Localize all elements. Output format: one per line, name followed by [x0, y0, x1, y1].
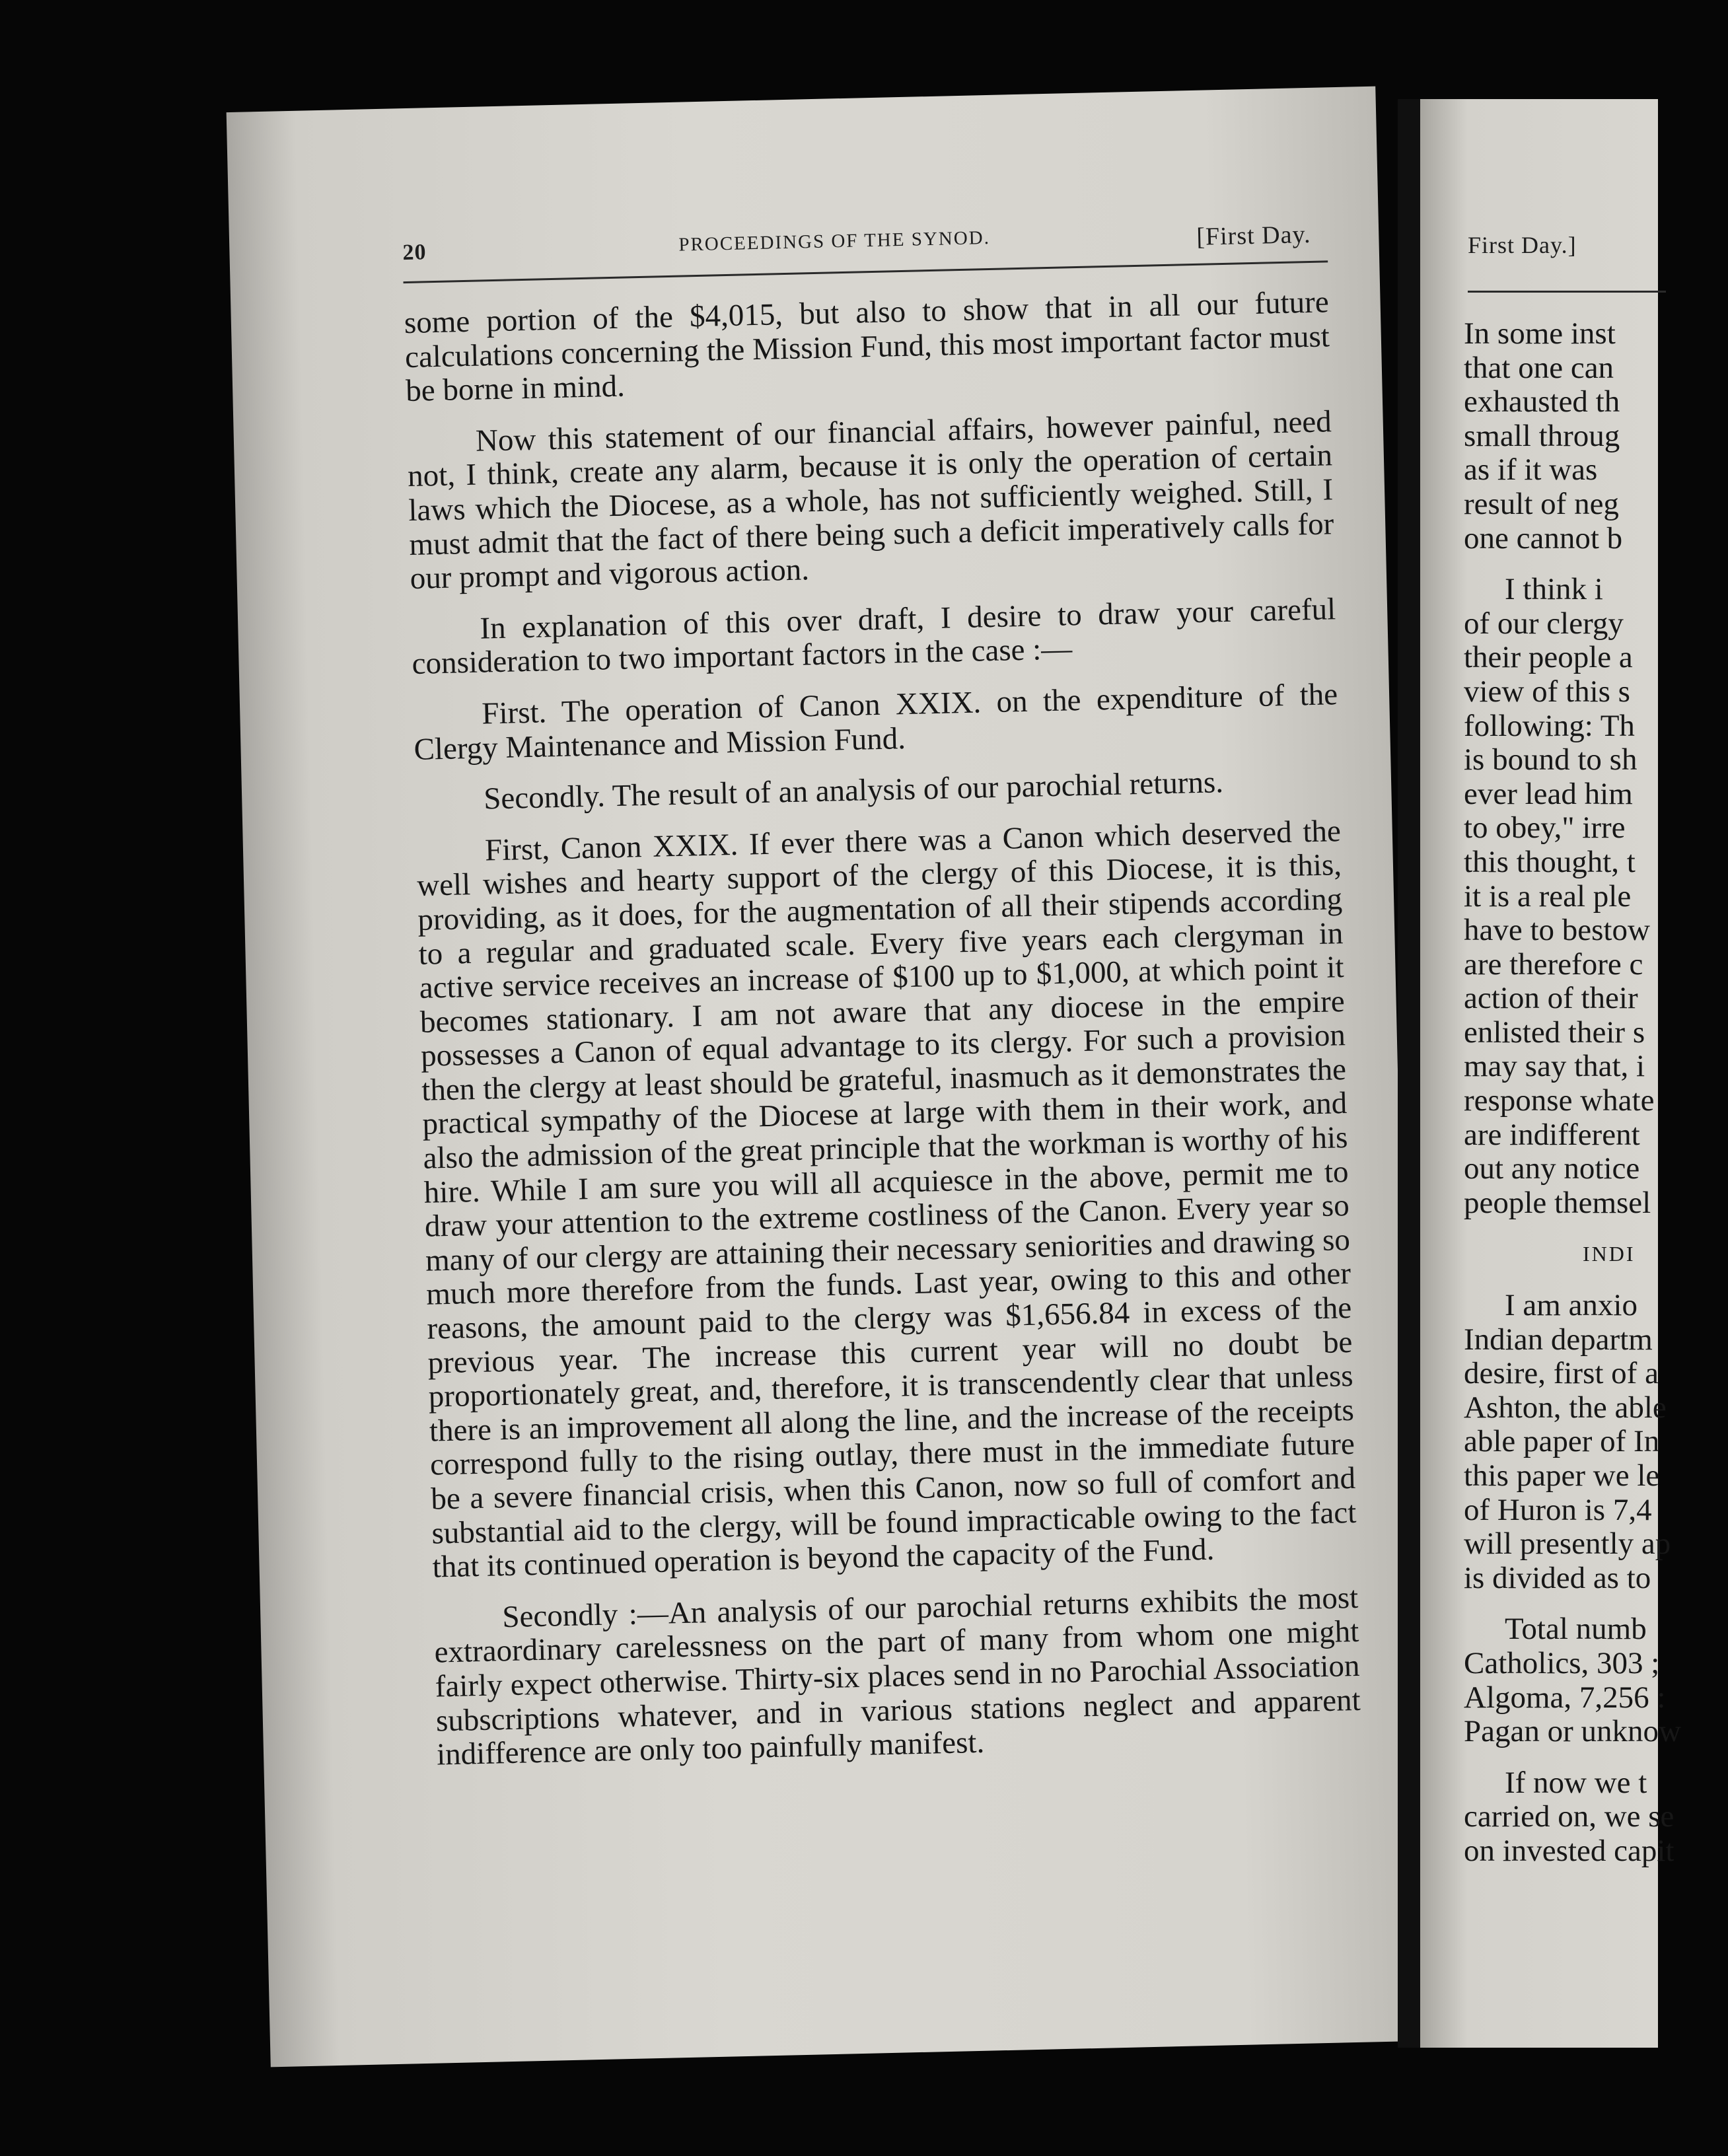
- page-number: 20: [402, 240, 427, 266]
- right-line: Indian departm: [1464, 1322, 1653, 1357]
- right-line: I think i: [1505, 572, 1603, 607]
- right-line: may say that, i: [1464, 1049, 1645, 1084]
- right-line: out any notice: [1464, 1151, 1640, 1186]
- right-line: enlisted their s: [1464, 1015, 1645, 1050]
- paragraph-1: some portion of the $4,015, but also to show that in all our future calculations concerning the Mission Fund, this most important factor must be borne in mind.: [404, 285, 1330, 409]
- right-page: [1420, 99, 1681, 2048]
- right-line: view of this s: [1464, 674, 1630, 709]
- right-line: In some inst: [1464, 316, 1616, 351]
- running-title: PROCEEDINGS OF THE SYNOD.: [678, 227, 991, 256]
- running-day: [First Day.: [1196, 220, 1311, 251]
- right-line: [1464, 556, 1728, 573]
- right-line: that one can: [1464, 350, 1614, 385]
- right-line: on invested capit: [1464, 1833, 1674, 1868]
- right-line: as if it was: [1464, 452, 1598, 487]
- right-running-day: First Day.]: [1468, 232, 1577, 258]
- right-line: INDI: [1583, 1242, 1636, 1266]
- right-line: exhausted th: [1464, 384, 1620, 419]
- right-line: able paper of In: [1464, 1424, 1660, 1459]
- paragraph-2: Now this statement of our financial affairs, however painful, need not, I think, create any alarm, because it is only the operation of certain laws which the Diocese, as a whole, has not sufficiently weighed. Still, I must admit that the fact of there being such a deficit imperatively calls for our prompt and vigorous action.: [407, 404, 1334, 596]
- right-line: Algoma, 7,256 :: [1464, 1680, 1666, 1715]
- left-body: [404, 285, 1362, 1789]
- right-line: this thought, t: [1464, 844, 1636, 879]
- left-page: [227, 87, 1420, 2067]
- right-line: If now we t: [1505, 1765, 1647, 1800]
- right-header-rule: [1468, 291, 1666, 293]
- right-line: [1464, 1272, 1728, 1289]
- right-line: desire, first of a: [1464, 1356, 1659, 1391]
- right-line: Ashton, the able: [1464, 1390, 1667, 1425]
- left-running-head: [229, 219, 1379, 266]
- right-line: small throug: [1464, 418, 1620, 453]
- right-line: action of their: [1464, 981, 1638, 1016]
- header-rule: [404, 260, 1328, 283]
- right-line: have to bestow: [1464, 913, 1650, 948]
- right-line: result of neg: [1464, 486, 1619, 521]
- right-line: following: Th: [1464, 708, 1635, 743]
- right-line: this paper we le: [1464, 1458, 1660, 1493]
- paragraph-3: In explanation of this over draft, I desire to draw your careful consideration to two important factors in the case :—: [412, 591, 1336, 682]
- right-body: [1464, 317, 1728, 1869]
- right-line: of our clergy: [1464, 606, 1624, 641]
- right-line: is bound to sh: [1464, 742, 1638, 777]
- right-line: carried on, we se: [1464, 1799, 1674, 1834]
- right-line: [1464, 1749, 1728, 1766]
- right-line: I am anxio: [1505, 1288, 1638, 1323]
- right-line: one cannot b: [1464, 521, 1623, 556]
- right-line: people themsel: [1464, 1185, 1651, 1220]
- right-line: are indifferent: [1464, 1117, 1640, 1152]
- paragraph-6: First, Canon XXIX. If ever there was a Canon which deserved the well wishes and hearty support of the clergy of this Diocese, it is this, providing, as it does, for the augmentation of all their stipends according to a regular and graduated scale. Every five years each clergyman in active service receives an increase of $100 up to $1,000, at which point it becomes stationary. I am not aware that any diocese in the empire possesses a Canon of equal advantage to its clergy. For such a provision then the clergy at least should be grateful, inasmuch as it demonstrates the practical sympathy of the Diocese at large with them in their work, and also the admission of the great principle that the workman is worthy of his hire. While I am sure you will all acquiesce in the above, permit me to draw your attention to the extreme costliness of the Canon. Every year so many of our clergy are attaining their necessary seniorities and drawing so much more therefore from the funds. Last year, owing to this and other reasons, the amount paid to the clergy was $1,656.84 in excess of the previous year. The increase this current year will no doubt be proportionately great, and, therefore, it is transcendently clear that unless there is an improvement all along the line, and the increase of the receipts correspond fully to the rising outlay, there must in the immediate future be a severe financial crisis, when this Canon, now so full of comfort and substantial aid to the clergy, will be found impracticable owing to the fact that its continued operation is beyond the capacity of the Fund.: [416, 813, 1357, 1585]
- paragraph-5: Secondly. The result of an analysis of our parochial returns.: [483, 765, 1224, 816]
- book-gutter: [1398, 99, 1420, 2048]
- right-line: response whate: [1464, 1083, 1655, 1118]
- right-line: to obey," irre: [1464, 810, 1626, 845]
- right-line: ever lead him: [1464, 776, 1633, 811]
- right-line: it is a real ple: [1464, 879, 1632, 914]
- right-line: [1464, 1595, 1728, 1612]
- paragraph-7: Secondly :—An analysis of our parochial returns exhibits the most extraordinary carelessness on the part of many from whom one might fairly expect otherwise. Thirty-six places send in no Parochial Association subscriptions whatever, and in various stations neglect and apparent indifference are only too painfully manifest.: [434, 1580, 1361, 1772]
- right-line: Pagan or unknow: [1464, 1714, 1681, 1749]
- right-line: is divided as to: [1464, 1560, 1651, 1595]
- paragraph-4: First. The operation of Canon XXIX. on the expenditure of the Clergy Maintenance and Mission Fund.: [414, 677, 1338, 767]
- right-line: their people a: [1464, 640, 1633, 675]
- right-line: Catholics, 303 ;: [1464, 1645, 1660, 1680]
- right-line: will presently ap: [1464, 1527, 1671, 1562]
- right-line: [1464, 1220, 1728, 1237]
- right-line: are therefore c: [1464, 947, 1643, 982]
- right-line: of Huron is 7,4: [1464, 1492, 1652, 1527]
- right-line: Total numb: [1505, 1612, 1647, 1647]
